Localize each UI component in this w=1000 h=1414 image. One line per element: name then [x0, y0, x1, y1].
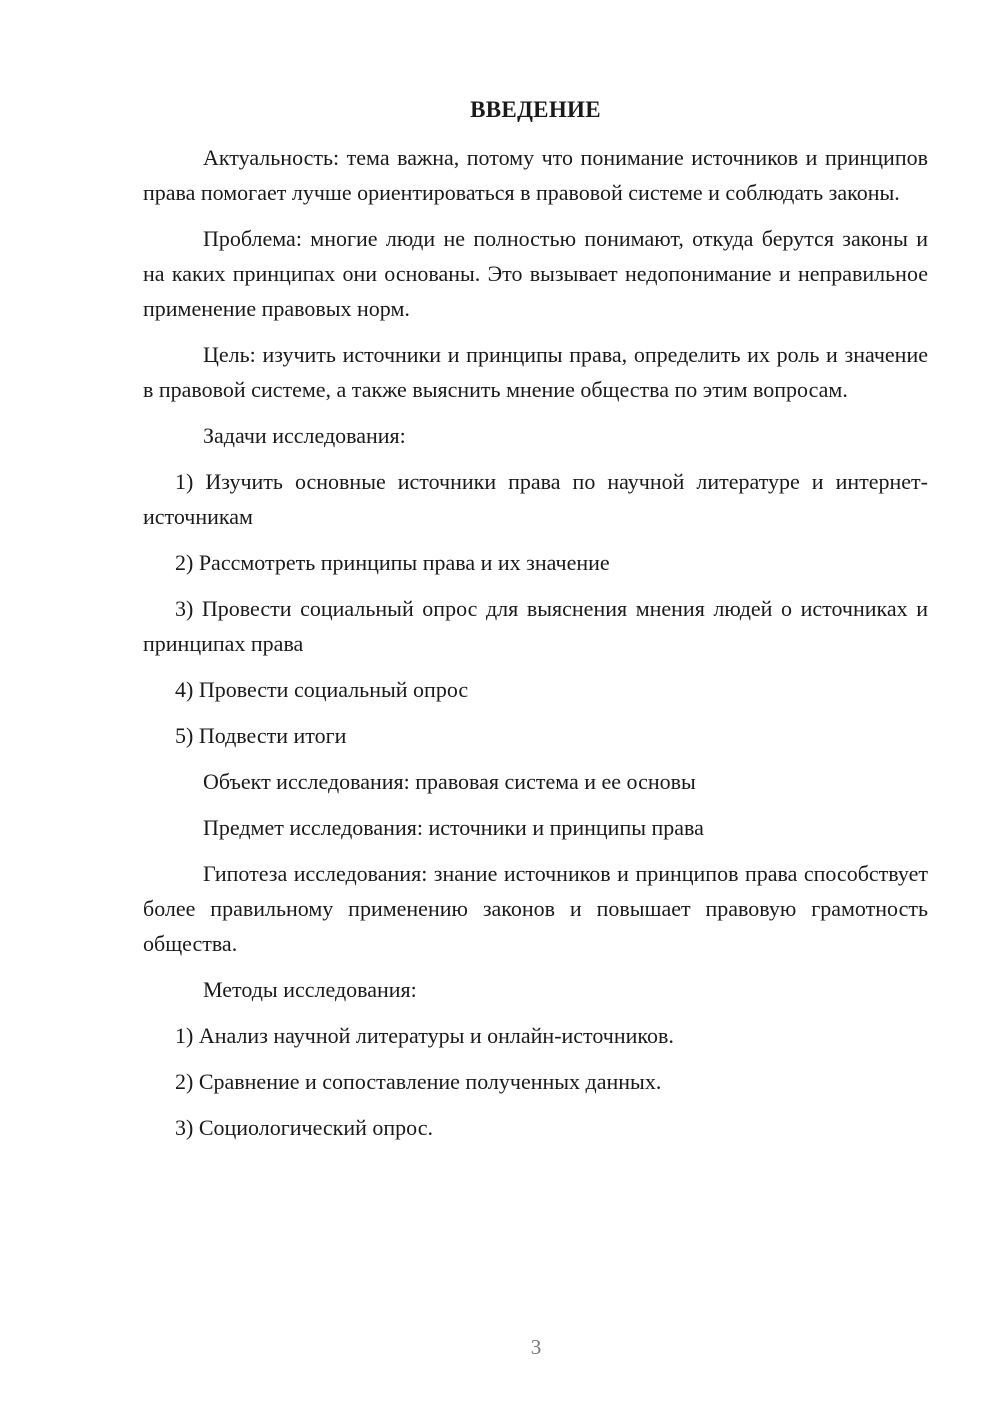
goal-paragraph: Цель: изучить источники и принципы права, определить их роль и значение в правовой системе, а также выяснить мнение общества по этим вопросам. [143, 342, 928, 402]
research-object: Объект исследования: правовая система и ее основы [203, 769, 696, 794]
page-number: 3 [530, 1335, 542, 1359]
method-item: 2) Сравнение и сопоставление полученных данных. [175, 1069, 662, 1094]
methods-heading: Методы исследования: [203, 977, 417, 1002]
research-hypothesis: Гипотеза исследования: знание источников и принципов права способствует более правильному применению законов и повышает правовую грамотность общества. [143, 861, 928, 956]
document-body [143, 140, 928, 1156]
task-item: 5) Подвести итоги [175, 723, 347, 748]
task-item: 4) Провести социальный опрос [175, 677, 469, 702]
task-item: 1) Изучить основные источники права по научной литературе и интернет-источникам [143, 469, 928, 529]
relevance-paragraph: Актуальность: тема важна, потому что понимание источников и принципов права помогает лучше ориентироваться в правовой системе и соблюдать законы. [143, 145, 928, 205]
task-item: 3) Провести социальный опрос для выяснения мнения людей о источниках и принципах права [143, 596, 928, 656]
tasks-heading: Задачи исследования: [203, 423, 406, 448]
method-item: 3) Социологический опрос. [175, 1115, 433, 1140]
problem-paragraph: Проблема: многие люди не полностью понимают, откуда берутся законы и на каких принципах они основаны. Это вызывает недопонимание и неправильное применение правовых норм. [143, 226, 928, 321]
research-subject: Предмет исследования: источники и принципы права [203, 815, 704, 840]
page-title: ВВЕДЕНИЕ [470, 97, 601, 122]
method-item: 1) Анализ научной литературы и онлайн-источников. [175, 1023, 674, 1048]
task-item: 2) Рассмотреть принципы права и их значение [175, 550, 610, 575]
